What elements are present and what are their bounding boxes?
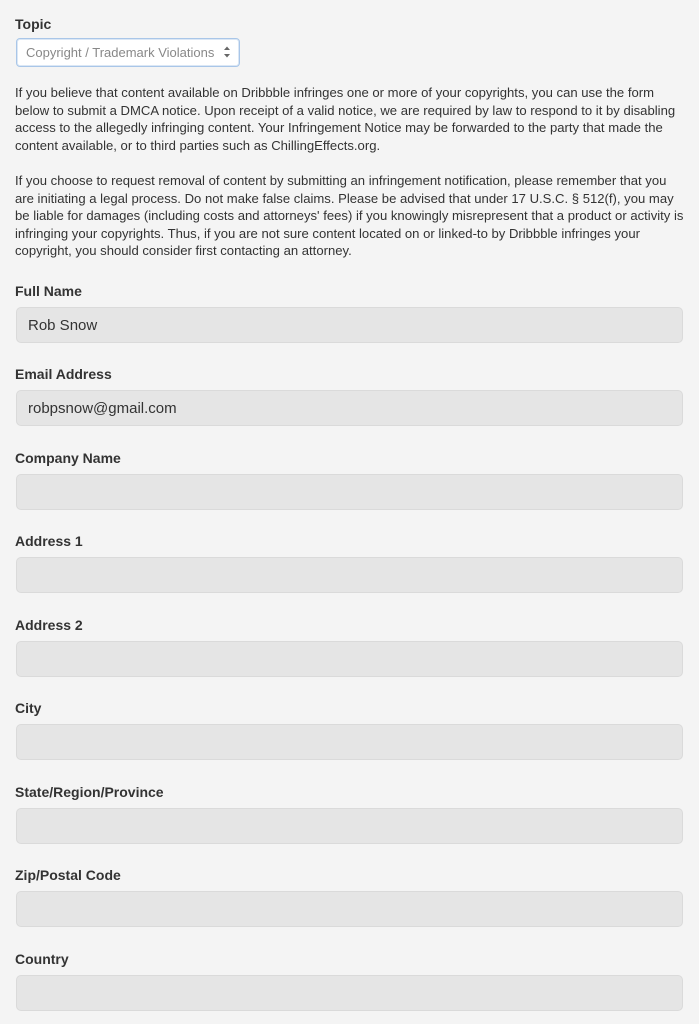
zip-postal-code-label: Zip/Postal Code: [15, 867, 121, 883]
zip-postal-code-field[interactable]: [16, 891, 683, 927]
select-arrows-icon: [223, 45, 231, 59]
state-region-province-field[interactable]: [16, 808, 683, 844]
full-name-field[interactable]: [16, 307, 683, 343]
address-1-label: Address 1: [15, 533, 83, 549]
notice-paragraph-2: If you choose to request removal of content by submitting an infringement notification, please remember that you are initiating a legal process. Do not make false claims. Please be advised that under 17 U.S.C. § 512(f), you may be liable for damages (including costs and attorneys' fees) if you knowingly misrepresent that a product or activity is infringing your copyrights. Thus, if you are not sure content located on or linked-to by Dribbble infringes your copyright, you should consider first contacting an attorney.: [15, 173, 684, 259]
company-name-field[interactable]: [16, 474, 683, 510]
country-label: Country: [15, 951, 69, 967]
country-field[interactable]: [16, 975, 683, 1011]
address-2-field[interactable]: [16, 641, 683, 677]
city-label: City: [15, 700, 42, 716]
topic-label: Topic: [15, 16, 52, 32]
topic-select[interactable]: [16, 38, 240, 67]
company-name-label: Company Name: [15, 450, 121, 466]
address-1-field[interactable]: [16, 557, 683, 593]
topic-selected-value: Copyright / Trademark Violations: [26, 45, 215, 60]
full-name-label: Full Name: [15, 283, 82, 299]
city-field[interactable]: [16, 724, 683, 760]
email-field[interactable]: [16, 390, 683, 426]
address-2-label: Address 2: [15, 617, 83, 633]
state-region-province-label: State/Region/Province: [15, 784, 164, 800]
email-label: Email Address: [15, 366, 112, 382]
notice-paragraph-1: If you believe that content available on Dribbble infringes one or more of your copyrights, you can use the form below to submit a DMCA notice. Upon receipt of a valid notice, we are required by law to respond to it by disabling access to the allegedly infringing content. Your Infringement Notice may be forwarded to the party that made the content available, or to third parties such as ChillingEffects.org.: [15, 85, 676, 153]
